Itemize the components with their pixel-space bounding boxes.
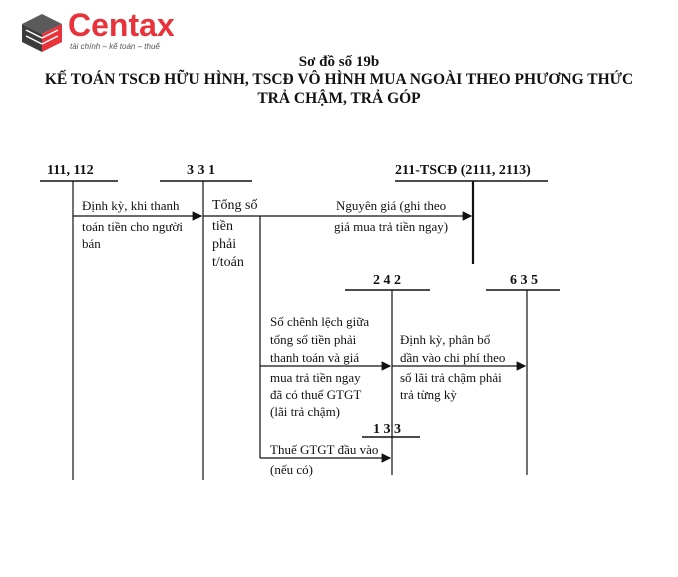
account-635: 6 3 5 [510, 273, 538, 288]
account-242: 2 4 2 [373, 273, 401, 288]
brand-name: Centax [68, 7, 175, 43]
diagram-title-line1: KẾ TOÁN TSCĐ HỮU HÌNH, TSCĐ VÔ HÌNH MUA NGOÀI THEO PHƯƠNG THỨC [44, 71, 634, 88]
brand-tagline: tài chính – kế toán – thuế [70, 42, 160, 51]
account-331: 3 3 1 [187, 163, 215, 178]
account-211: 211-TSCĐ (2111, 2113) [395, 163, 531, 178]
account-133: 1 3 3 [373, 422, 401, 437]
diagram-title-line2: TRẢ CHẬM, TRẢ GÓP [257, 90, 421, 107]
account-111-112: 111, 112 [47, 163, 94, 178]
diagram-number: Sơ đồ số 19b [298, 54, 380, 70]
